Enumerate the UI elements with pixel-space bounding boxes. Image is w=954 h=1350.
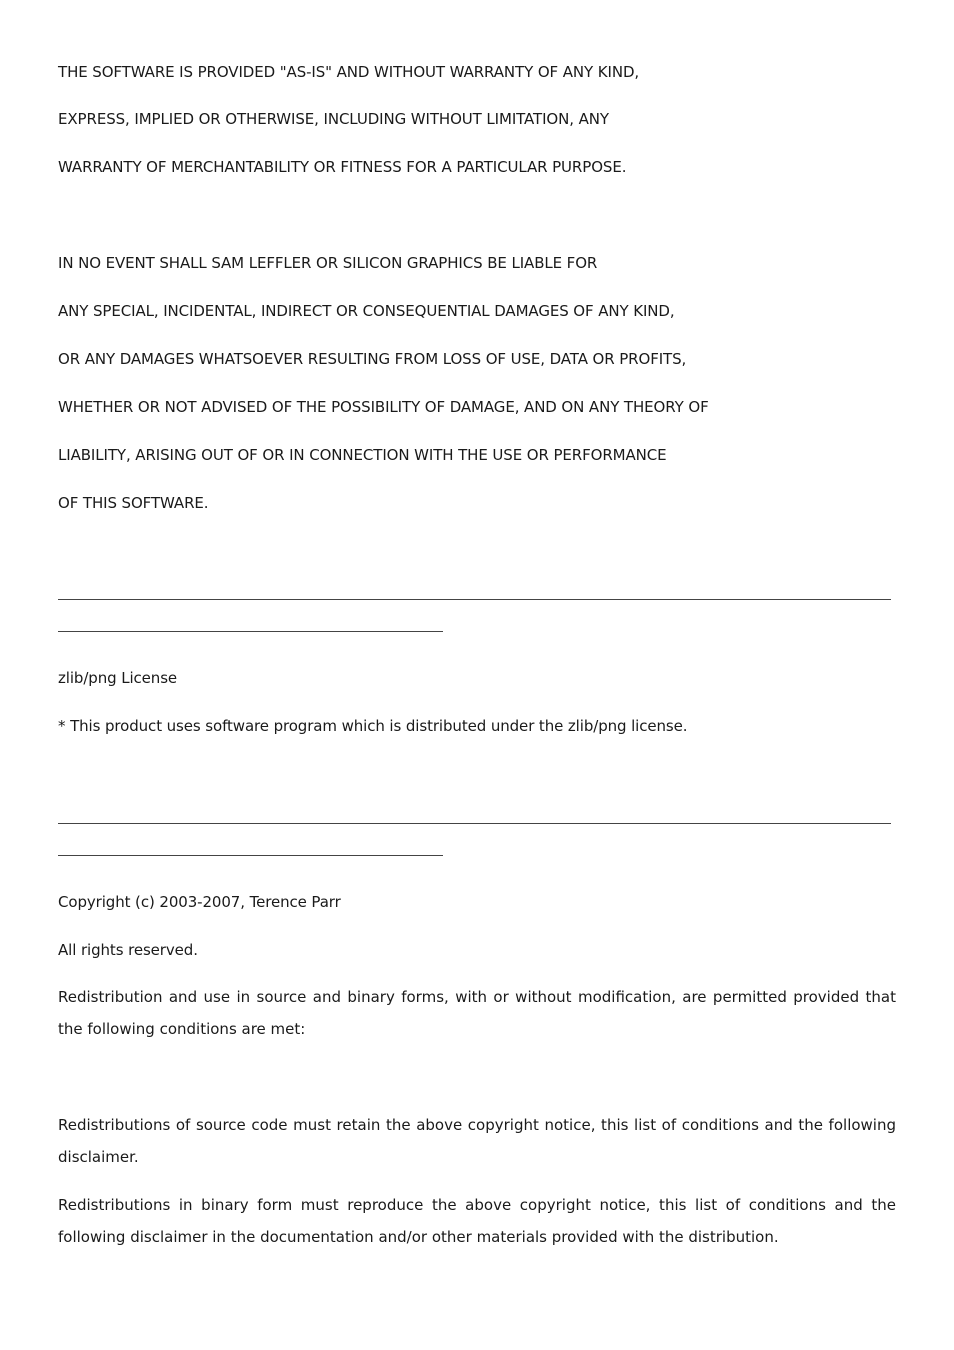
source-condition: Redistributions of source code must retain the above copyright notice, this list of conditions and the following disclaimer. — [58, 1116, 896, 1166]
warranty-line: THE SOFTWARE IS PROVIDED "AS-IS" AND WITHOUT WARRANTY OF ANY KIND, — [58, 63, 640, 81]
liability-line: LIABILITY, ARISING OUT OF OR IN CONNECTION WITH THE USE OR PERFORMANCE — [58, 446, 667, 464]
redistribution-intro: Redistribution and use in source and binary forms, with or without modification, are permitted provided that the following conditions are met: — [58, 988, 896, 1038]
liability-line: IN NO EVENT SHALL SAM LEFFLER OR SILICON GRAPHICS BE LIABLE FOR — [58, 254, 598, 272]
section-divider — [58, 823, 891, 824]
section-divider — [58, 855, 443, 856]
section-divider — [58, 631, 443, 632]
liability-line: WHETHER OR NOT ADVISED OF THE POSSIBILITY OF DAMAGE, AND ON ANY THEORY OF — [58, 398, 709, 416]
zlib-license-title: zlib/png License — [58, 669, 178, 687]
binary-condition: Redistributions in binary form must reproduce the above copyright notice, this list of conditions and the following disclaimer in the documentation and/or other materials provided with the distribution. — [58, 1196, 896, 1246]
liability-line: OR ANY DAMAGES WHATSOEVER RESULTING FROM LOSS OF USE, DATA OR PROFITS, — [58, 350, 687, 368]
copyright-notice: Copyright (c) 2003-2007, Terence Parr — [58, 893, 341, 911]
zlib-license-note: * This product uses software program which is distributed under the zlib/png license. — [58, 717, 688, 735]
rights-reserved: All rights reserved. — [58, 941, 198, 959]
liability-line: ANY SPECIAL, INCIDENTAL, INDIRECT OR CONSEQUENTIAL DAMAGES OF ANY KIND, — [58, 302, 675, 320]
liability-line: OF THIS SOFTWARE. — [58, 494, 209, 512]
section-divider — [58, 599, 891, 600]
warranty-line: WARRANTY OF MERCHANTABILITY OR FITNESS FOR A PARTICULAR PURPOSE. — [58, 158, 627, 176]
warranty-line: EXPRESS, IMPLIED OR OTHERWISE, INCLUDING WITHOUT LIMITATION, ANY — [58, 110, 609, 128]
